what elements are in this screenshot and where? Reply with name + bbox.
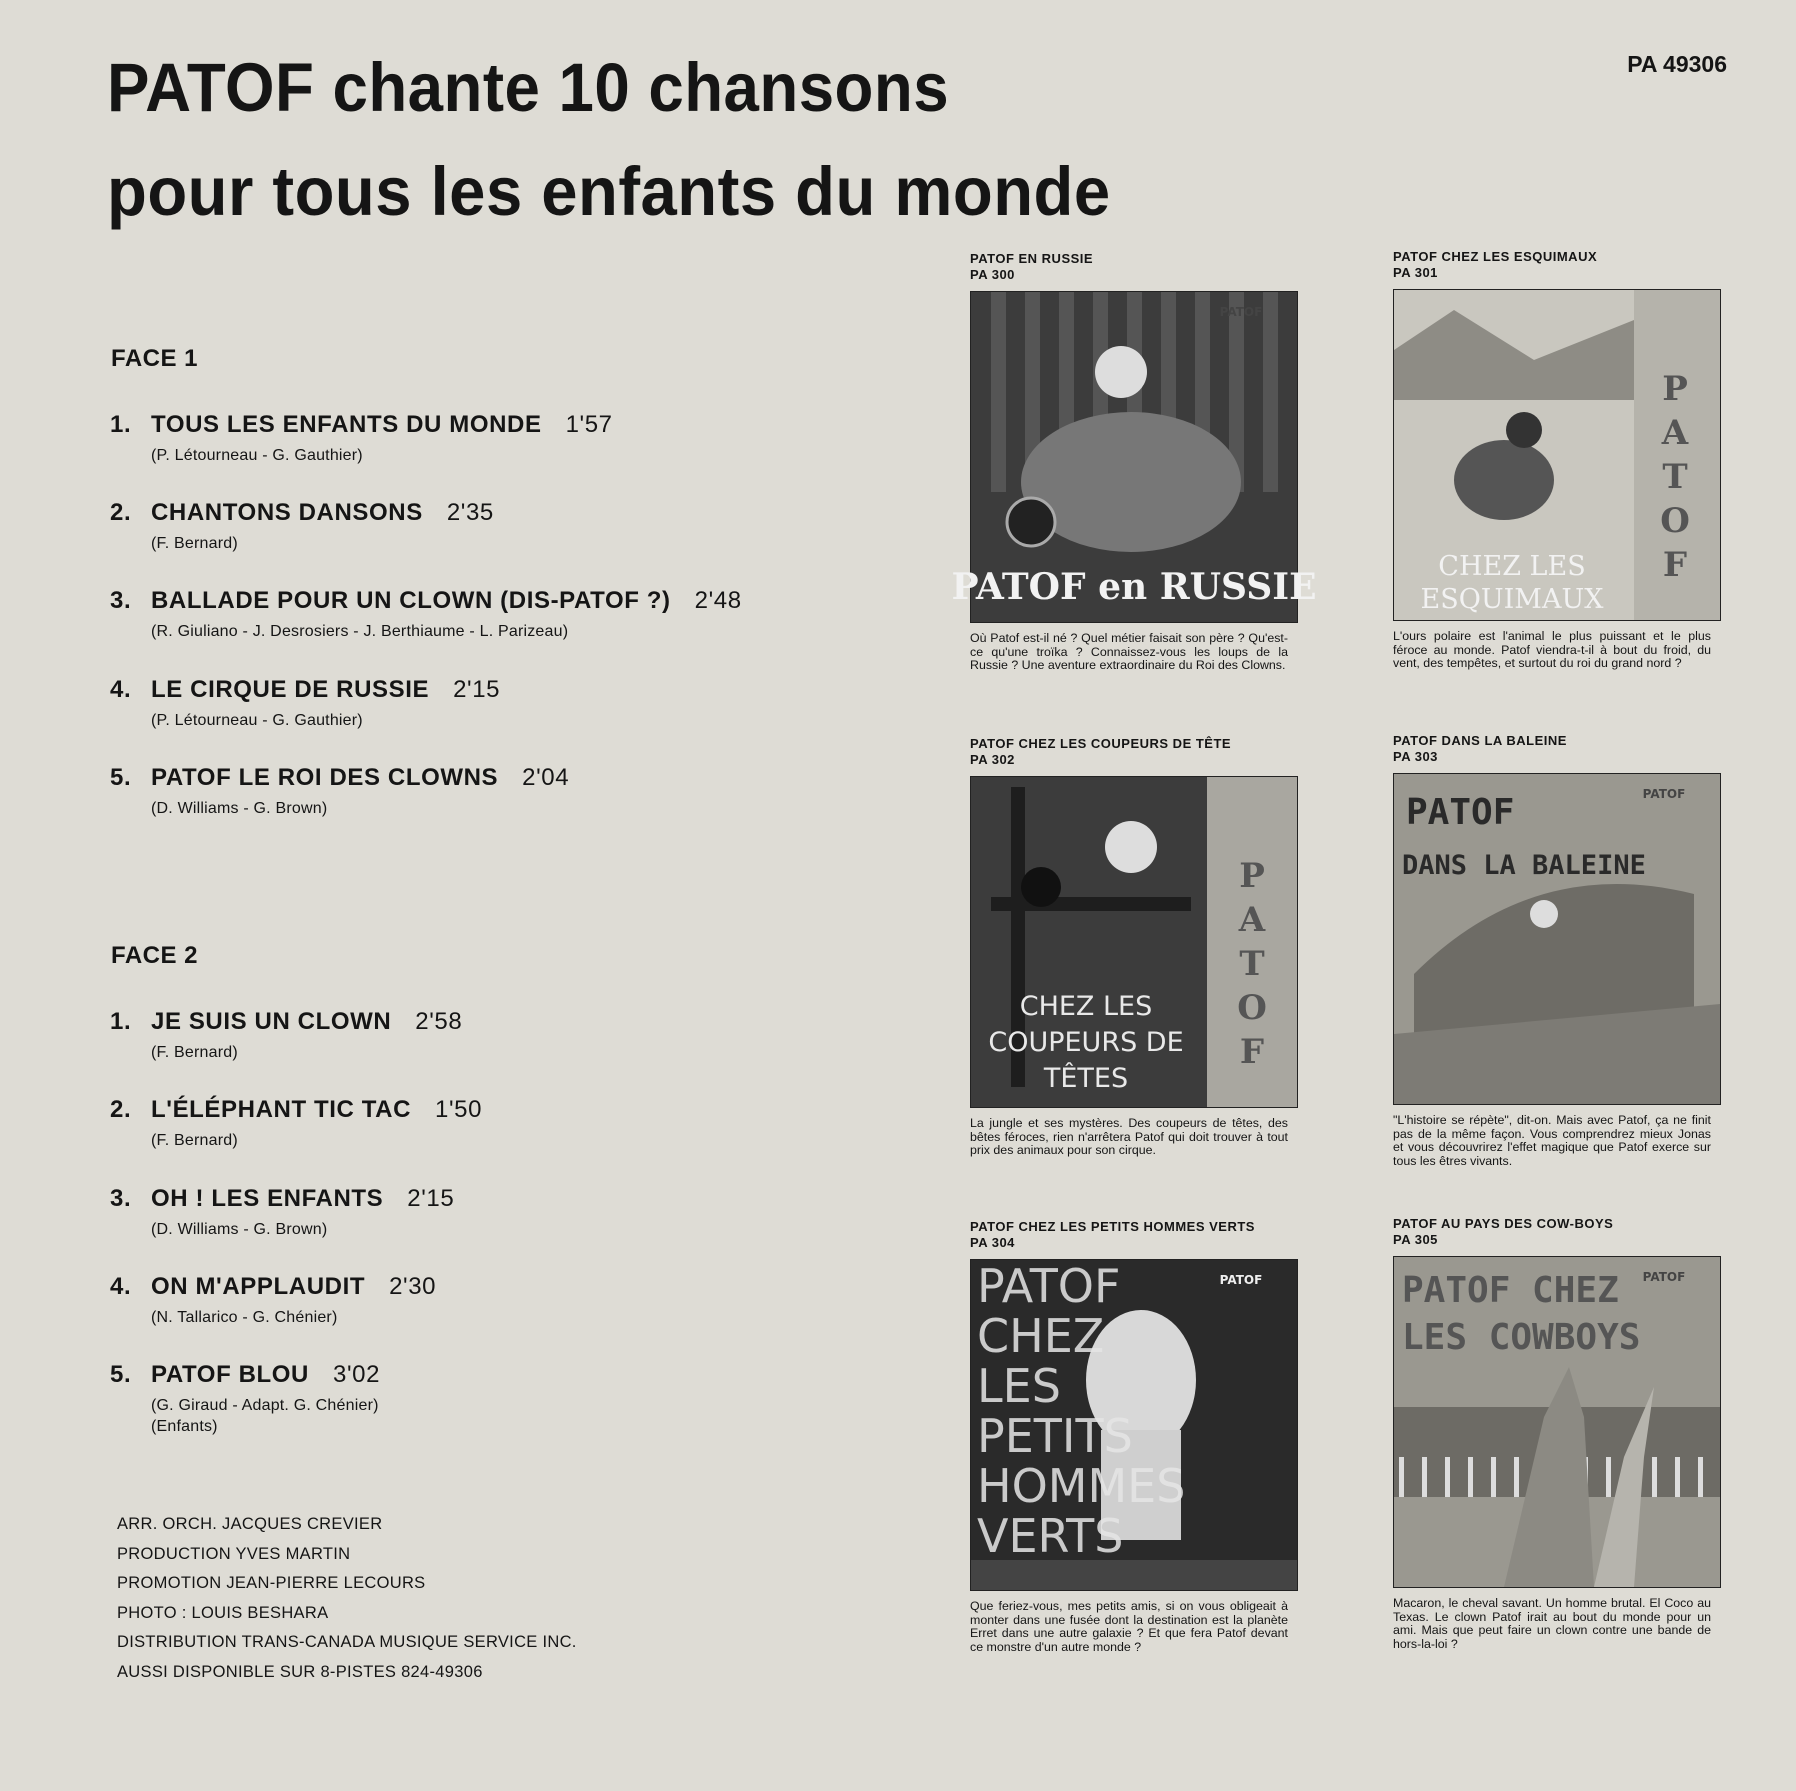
svg-text:PATOF: PATOF [1642,787,1686,801]
track-duration: 2'30 [389,1273,437,1300]
credit-distribution: DISTRIBUTION TRANS-CANADA MUSIQUE SERVICE INC. [117,1633,577,1652]
track-duration: 1'50 [435,1096,483,1123]
album-card [1393,1216,1723,1651]
track-duration: 2'35 [446,499,494,526]
credit-arrangement: ARR. ORCH. JACQUES CREVIER [117,1515,383,1533]
album-code: PA 302 [970,752,1015,767]
svg-text:VERTS: VERTS [977,1509,1124,1563]
credit-photo: PHOTO : LOUIS BESHARA [117,1603,329,1622]
album-cover-art [971,777,1297,1107]
album-cover-art [971,1260,1297,1590]
svg-text:PATOF: PATOF [1642,1270,1686,1284]
svg-text:O: O [1660,501,1690,541]
album-code: PA 305 [1393,1232,1438,1247]
track-credit: (F. Bernard) [151,535,238,552]
track-title: CHANTONS DANSONS [151,499,423,526]
album-description: L'ours polaire est l'animal le plus puissant et le plus féroce au monde. Patof viendra-t-il à bout du froid, du vent, des tempêtes, et surtout du roi du grand nord ? [1393,629,1711,671]
track-title: LE CIRQUE DE RUSSIE [151,676,430,703]
track-line [110,1273,950,1301]
svg-text:PATOF en RUSSIE: PATOF en RUSSIE [951,566,1317,608]
track-item [110,1185,950,1240]
album-cover-image [970,776,1298,1108]
track-number: 3. [110,1185,132,1212]
track-number: 4. [110,1273,132,1300]
track-credit: (D. Williams - G. Brown) [151,800,328,817]
production-credits [117,1510,577,1688]
track-number: 1. [110,1008,132,1035]
svg-text:PETITS: PETITS [977,1409,1133,1463]
track-title: JE SUIS UN CLOWN [151,1008,392,1035]
track-credit: (P. Létourneau - G. Gauthier) [151,447,363,464]
track-duration: 2'15 [453,676,501,703]
svg-text:F: F [1239,1032,1265,1072]
track-number: 4. [110,676,132,703]
svg-text:O: O [1237,988,1267,1028]
catalog-number: PA 49306 [1627,51,1727,77]
svg-text:DANS LA BALEINE: DANS LA BALEINE [1402,850,1646,881]
track-item [110,1361,950,1437]
track-credit: (D. Williams - G. Brown) [151,1221,328,1238]
track-number: 1. [110,411,132,438]
svg-text:F: F [1662,545,1688,585]
album-cover-art [951,292,1317,622]
track-line [110,676,950,704]
track-credit: (R. Giuliano - J. Desrosiers - J. Berthiaume - L. Parizeau) [151,623,569,640]
album-code: PA 303 [1393,749,1438,764]
track-number: 3. [110,587,132,614]
album-description: Que feriez-vous, mes petits amis, si on vous obligeait à monter dans une fusée dont la destination est la planète Erret dans une autre galaxie ? Et que fera Patof devant ce monstre d'un autre monde ? [970,1599,1288,1654]
track-title: OH ! LES ENFANTS [151,1185,384,1212]
track-number: 2. [110,499,132,526]
svg-text:CHEZ LES: CHEZ LES [1019,991,1153,1022]
track-title: L'ÉLÉPHANT TIC TAC [151,1096,412,1123]
svg-text:PATOF: PATOF [1219,1273,1263,1287]
album-title: PATOF CHEZ LES ESQUIMAUX [1393,249,1598,264]
svg-text:T: T [1239,944,1265,984]
track-item [110,676,950,731]
album-title: PATOF CHEZ LES COUPEURS DE TÊTE [970,736,1232,751]
track-line [110,587,950,615]
album-description: Macaron, le cheval savant. Un homme brutal. El Coco au Texas. Le clown Patof irait au bout du monde pour un ami. Mais que peut faire un clown contre une bande de hors-la-loi ? [1393,1596,1711,1651]
album-cover-image [970,1259,1298,1591]
album-description: "L'histoire se répète", dit-on. Mais avec Patof, ça ne finit pas de la même façon. Vous comprendrez mieux Jonas et vous découvrirez l'effet magique que Patof exerce sur tous les êtres vivants. [1393,1113,1711,1168]
svg-text:HOMMES: HOMMES [977,1459,1186,1513]
svg-text:PATOF CHEZ: PATOF CHEZ [1402,1270,1619,1311]
album-description: Où Patof est-il né ? Quel métier faisait son père ? Qu'est-ce qu'une troïka ? Connaissez-vous les loups de la Russie ? Une aventure extraordinaire du Roi des Clowns. [970,631,1288,673]
album-card [951,251,1317,673]
svg-text:A: A [1661,413,1689,453]
track-title: PATOF LE ROI DES CLOWNS [151,764,499,791]
album-cover-art [1394,774,1720,1104]
svg-text:PATOF: PATOF [977,1259,1121,1313]
album-cover-image [1393,289,1721,621]
svg-text:COUPEURS DE: COUPEURS DE [988,1027,1184,1058]
album-card [1393,249,1723,671]
album-cover-art [1394,290,1720,620]
album-card [1393,733,1723,1168]
track-title: TOUS LES ENFANTS DU MONDE [151,411,542,438]
track-credit: (F. Bernard) [151,1132,238,1149]
svg-text:T: T [1662,457,1688,497]
svg-text:CHEZ: CHEZ [977,1309,1105,1363]
title-line-1: PATOF chante 10 chansons [107,49,950,126]
svg-text:PATOF: PATOF [1406,792,1515,833]
track-line [110,764,950,792]
track-title: BALLADE POUR UN CLOWN (DIS-PATOF ?) [151,587,671,614]
album-card [970,736,1300,1158]
track-line [110,411,950,439]
track-duration: 3'02 [333,1361,381,1388]
track-item [110,411,950,466]
album-description: La jungle et ses mystères. Des coupeurs de têtes, des bêtes féroces, rien n'arrêtera Patof qui doit trouver à tout prix des animaux pour son cirque. [970,1116,1288,1158]
album-title: PATOF AU PAYS DES COW-BOYS [1393,1216,1614,1231]
track-number: 2. [110,1096,132,1123]
track-number: 5. [110,1361,132,1388]
track-duration: 2'15 [407,1185,455,1212]
face-1-heading: FACE 1 [111,345,199,372]
svg-text:A: A [1238,900,1266,940]
track-line [110,1185,950,1213]
album-code: PA 304 [970,1235,1015,1250]
track-item [110,1096,950,1151]
credit-promotion: PROMOTION JEAN-PIERRE LECOURS [117,1574,426,1593]
svg-text:P: P [1239,856,1265,896]
track-line [110,499,950,527]
svg-text:PATOF: PATOF [1219,305,1263,319]
svg-text:ESQUIMAUX: ESQUIMAUX [1420,584,1604,615]
track-credit: (G. Giraud - Adapt. G. Chénier) [151,1397,379,1414]
track-duration: 2'04 [522,764,570,791]
track-credit: (N. Tallarico - G. Chénier) [151,1309,338,1326]
track-line [110,1361,950,1389]
album-code: PA 301 [1393,265,1438,280]
credit-8-track: AUSSI DISPONIBLE SUR 8-PISTES 824-49306 [117,1662,483,1681]
title-line-2: pour tous les enfants du monde [107,153,1111,230]
album-cover-image [1393,1256,1721,1588]
track-item [110,499,950,554]
credit-production: PRODUCTION YVES MARTIN [117,1544,351,1563]
track-item [110,764,950,819]
track-title: PATOF BLOU [151,1361,309,1388]
album-title: PATOF CHEZ LES PETITS HOMMES VERTS [970,1219,1255,1234]
track-duration: 2'58 [415,1008,463,1035]
track-credit: (P. Létourneau - G. Gauthier) [151,712,363,729]
album-cover-art [1394,1257,1720,1587]
svg-text:CHEZ LES: CHEZ LES [1438,551,1586,582]
track-credit: (F. Bernard) [151,1044,238,1061]
track-duration: 2'48 [694,587,742,614]
album-title: PATOF EN RUSSIE [970,251,1094,266]
album-code: PA 300 [970,267,1015,282]
track-title: ON M'APPLAUDIT [151,1273,366,1300]
track-item [110,1273,950,1328]
svg-text:TÊTES: TÊTES [1043,1063,1129,1094]
album-title: PATOF DANS LA BALEINE [1393,733,1567,748]
track-item [110,587,950,642]
track-credit-extra: (Enfants) [151,1418,218,1435]
track-line [110,1008,950,1036]
track-duration: 1'57 [565,411,613,438]
face-2-heading: FACE 2 [111,942,199,969]
album-card [970,1219,1300,1654]
album-cover-image [1393,773,1721,1105]
album-cover-image [951,291,1317,623]
track-line [110,1096,950,1124]
svg-text:LES COWBOYS: LES COWBOYS [1402,1317,1641,1358]
svg-text:LES: LES [977,1359,1061,1413]
track-item [110,1008,950,1063]
track-number: 5. [110,764,132,791]
svg-text:P: P [1662,369,1688,409]
